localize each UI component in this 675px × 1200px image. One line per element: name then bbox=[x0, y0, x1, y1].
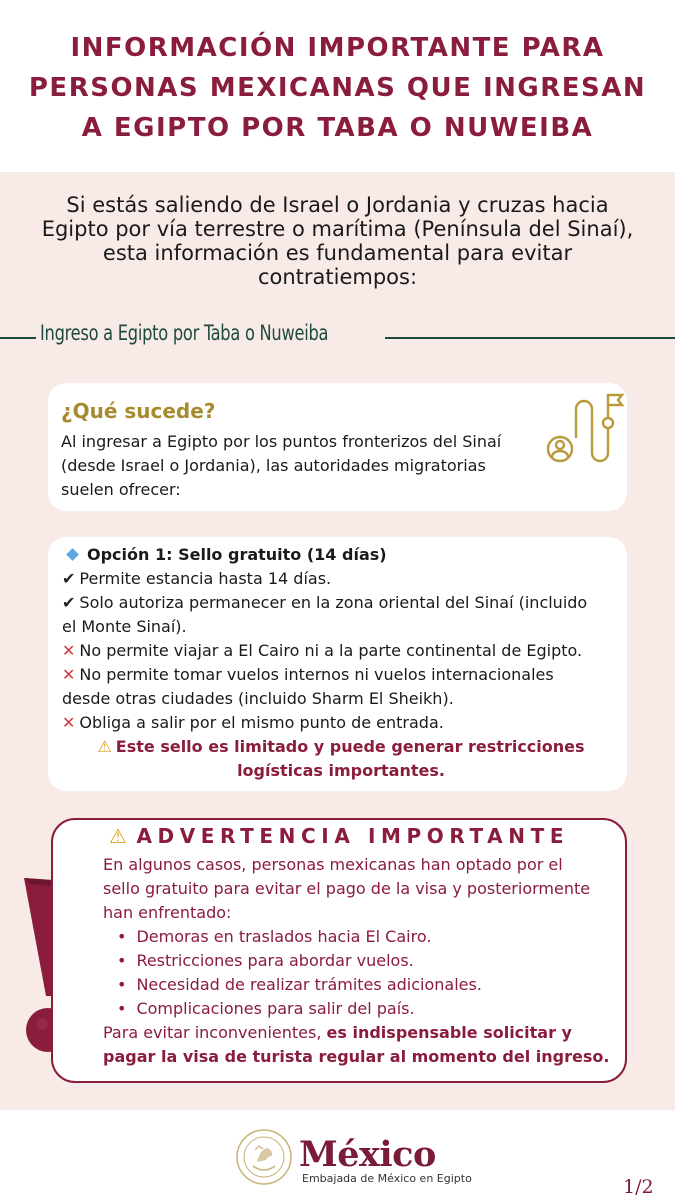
checkmark-icon: ✔ bbox=[62, 569, 76, 588]
advertencia-list bbox=[103, 925, 613, 1021]
page-header bbox=[0, 0, 675, 172]
list-item: • Demoras en traslados hacia El Cairo. bbox=[117, 925, 613, 949]
border-route-icon bbox=[536, 389, 626, 473]
cross-icon: ✕ bbox=[62, 641, 76, 660]
option-item-text: No permite tomar vuelos internos ni vuelos internacionales bbox=[79, 665, 554, 684]
advertencia-title bbox=[53, 824, 625, 848]
advertencia-title-text: ADVERTENCIA IMPORTANTE bbox=[136, 824, 570, 848]
closing-bold: pagar la visa de turista regular al momento del ingreso. bbox=[103, 1047, 610, 1066]
advertencia-line: sello gratuito para evitar el pago de la visa y posteriormente bbox=[103, 879, 591, 898]
option-item-continued: desde otras ciudades (incluido Sharm El Sheikh). bbox=[62, 689, 454, 708]
body-line: suelen ofrecer: bbox=[61, 480, 181, 499]
option-item bbox=[62, 639, 620, 663]
option-1-title: Opción 1: Sello gratuito (14 días) bbox=[87, 545, 387, 564]
body-line: (desde Israel o Jordania), las autoridades migratorias bbox=[61, 456, 486, 475]
section-divider-left bbox=[0, 337, 36, 339]
option-item-text: Permite estancia hasta 14 días. bbox=[79, 569, 332, 588]
intro-line: esta información es fundamental para evitar bbox=[102, 241, 573, 265]
diamond-icon bbox=[66, 548, 79, 561]
list-item: • Necesidad de realizar trámites adicionales. bbox=[117, 973, 613, 997]
page-number: 1/2 bbox=[623, 1176, 654, 1198]
list-item: • Complicaciones para salir del país. bbox=[117, 997, 613, 1021]
intro-line: Egipto por vía terrestre o marítima (Península del Sinaí), bbox=[41, 217, 634, 241]
option-item-continued: el Monte Sinaí). bbox=[62, 617, 187, 636]
intro-text bbox=[20, 193, 655, 289]
cross-icon: ✕ bbox=[62, 713, 76, 732]
what-happens-card bbox=[48, 383, 627, 511]
what-happens-body bbox=[61, 430, 531, 502]
advertencia-body bbox=[103, 853, 613, 1069]
body-line: Al ingresar a Egipto por los puntos fronterizos del Sinaí bbox=[61, 432, 502, 451]
option-item bbox=[62, 663, 620, 687]
cross-icon: ✕ bbox=[62, 665, 76, 684]
brand-logotype: México bbox=[299, 1134, 436, 1175]
page-title-line-3: A EGIPTO POR TABA O NUWEIBA bbox=[81, 113, 594, 143]
section-title: Ingreso a Egipto por Taba o Nuweiba bbox=[40, 321, 329, 345]
page-title-line-2: PERSONAS MEXICANAS QUE INGRESAN bbox=[28, 73, 647, 103]
warning-line: Este sello es limitado y puede generar restricciones bbox=[115, 737, 585, 756]
intro-line: contratiempos: bbox=[257, 265, 418, 289]
warning-icon: ⚠ bbox=[108, 824, 133, 848]
warning-icon: ⚠ bbox=[97, 737, 112, 756]
option-item bbox=[62, 711, 620, 735]
advertencia-line: han enfrentado: bbox=[103, 903, 232, 922]
list-item: • Restricciones para abordar vuelos. bbox=[117, 949, 613, 973]
advertencia-closing bbox=[103, 1021, 613, 1045]
closing-bold: es indispensable solicitar y bbox=[326, 1023, 572, 1042]
footer bbox=[0, 1110, 675, 1200]
option-1-heading bbox=[62, 543, 620, 567]
section-divider-right bbox=[385, 337, 675, 339]
option-item bbox=[62, 591, 620, 615]
option-item-text: No permite viajar a El Cairo ni a la parte continental de Egipto. bbox=[79, 641, 583, 660]
what-happens-title: ¿Qué sucede? bbox=[61, 399, 216, 423]
option-item-text: Obliga a salir por el mismo punto de entrada. bbox=[79, 713, 444, 732]
closing-plain: Para evitar inconvenientes, bbox=[103, 1023, 327, 1042]
option-1-card bbox=[48, 537, 627, 791]
coat-of-arms-seal-icon bbox=[235, 1128, 293, 1190]
option-1-warning bbox=[62, 735, 620, 783]
page-title-line-1: INFORMACIÓN IMPORTANTE PARA bbox=[70, 33, 605, 63]
checkmark-icon: ✔ bbox=[62, 593, 76, 612]
option-item bbox=[62, 567, 620, 591]
advertencia-line: En algunos casos, personas mexicanas han optado por el bbox=[103, 855, 563, 874]
warning-line: logísticas importantes. bbox=[237, 761, 445, 780]
advertencia-card bbox=[51, 818, 627, 1083]
option-item-text: Solo autoriza permanecer en la zona oriental del Sinaí (incluido bbox=[79, 593, 588, 612]
intro-line: Si estás saliendo de Israel o Jordania y cruzas hacia bbox=[66, 193, 609, 217]
embassy-subtitle: Embajada de México en Egipto bbox=[302, 1172, 472, 1185]
